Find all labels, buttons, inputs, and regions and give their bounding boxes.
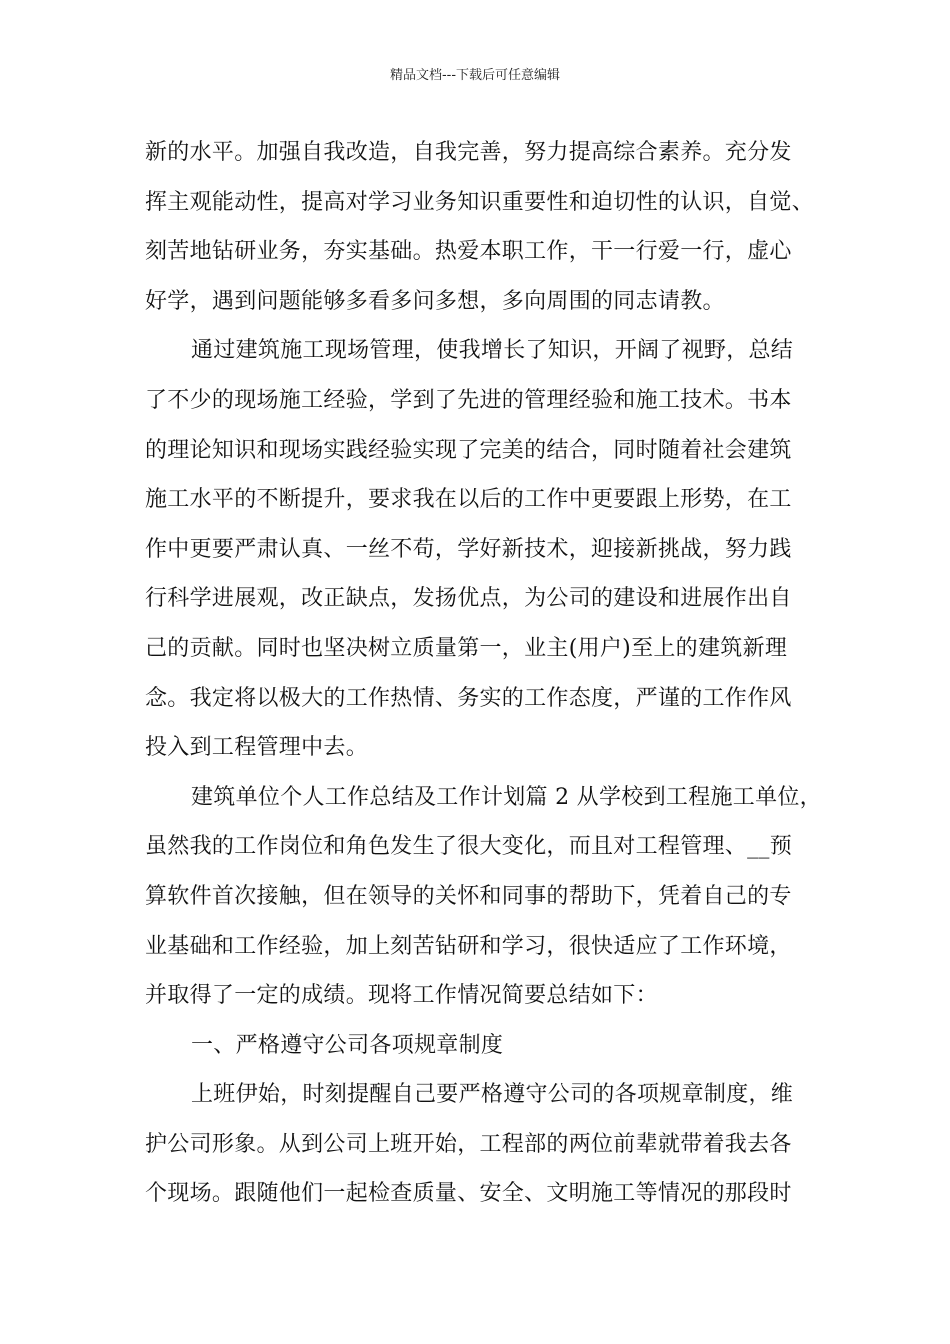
text-line: 己的贡献。同时也坚决树立质量第一，业主(用户)至上的建筑新理 bbox=[145, 635, 788, 661]
text-line: 挥主观能动性，提高对学习业务知识重要性和迫切性的认识，自觉、 bbox=[145, 189, 815, 215]
text-line: 行科学进展观，改正缺点，发扬优点，为公司的建设和进展作出自 bbox=[145, 586, 792, 612]
text-line: 并取得了一定的成绩。现将工作情况简要总结如下： bbox=[145, 983, 658, 1009]
text-line: 新的水平。加强自我改造，自我完善，努力提高综合素养。充分发 bbox=[145, 140, 792, 165]
text-line: 建筑单位个人工作总结及工作计划篇 2 从学校到工程施工单位， bbox=[191, 784, 822, 810]
text-line: 护公司形象。从到公司上班开始，工程部的两位前辈就带着我去各 bbox=[145, 1131, 792, 1157]
text-line: 好学，遇到问题能够多看多问多想，多向周围的同志请教。 bbox=[145, 288, 725, 314]
text-line: 的理论知识和现场实践经验实现了完美的结合，同时随着社会建筑 bbox=[145, 437, 792, 463]
document-body bbox=[145, 128, 825, 1219]
page-header: 精品文档---下载后可任意编辑 bbox=[389, 68, 561, 83]
text-line: 施工水平的不断提升，要求我在以后的工作中更要跟上形势，在工 bbox=[145, 487, 792, 513]
text-line: 投入到工程管理中去。 bbox=[145, 735, 369, 761]
text-line: 业基础和工作经验，加上刻苦钻研和学习，很快适应了工作环境， bbox=[145, 933, 792, 959]
text-line: 个现场。跟随他们一起检查质量、安全、文明施工等情况的那段时 bbox=[145, 1181, 792, 1207]
text-line: 刻苦地钻研业务，夯实基础。热爱本职工作，干一行爱一行，虚心 bbox=[145, 239, 792, 265]
text-line: 了不少的现场施工经验，学到了先进的管理经验和施工技术。书本 bbox=[145, 387, 792, 413]
text-line: 通过建筑施工现场管理，使我增长了知识，开阔了视野，总结 bbox=[191, 338, 794, 364]
text-line: 作中更要严肃认真、一丝不苟，学好新技术，迎接新挑战，努力践 bbox=[145, 536, 792, 562]
text-line: 念。我定将以极大的工作热情、务实的工作态度，严谨的工作作风 bbox=[145, 685, 792, 711]
text-line: 算软件首次接触，但在领导的关怀和同事的帮助下，凭着自己的专 bbox=[145, 883, 792, 909]
text-line: 上班伊始，时刻提醒自己要严格遵守公司的各项规章制度，维 bbox=[191, 1082, 794, 1108]
text-line: 一、严格遵守公司各项规章制度 bbox=[191, 1032, 504, 1058]
text-line: 虽然我的工作岗位和角色发生了很大变化，而且对工程管理、__预 bbox=[145, 834, 793, 860]
